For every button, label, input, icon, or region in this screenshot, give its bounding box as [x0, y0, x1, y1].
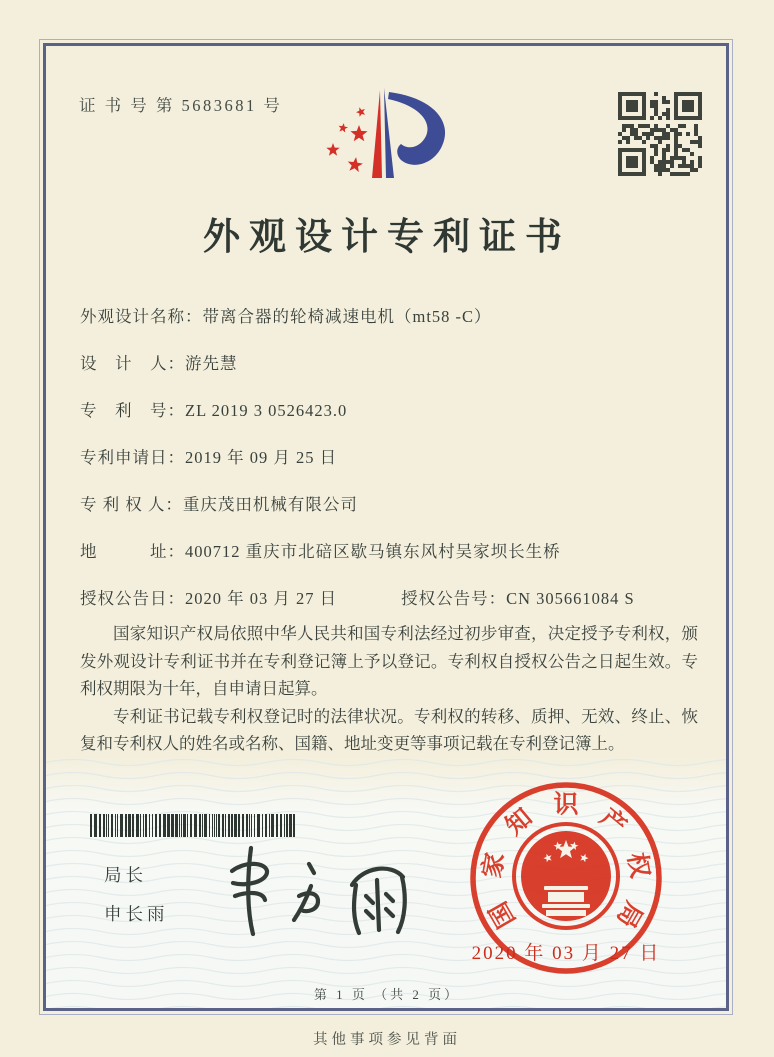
field-design-name	[80, 303, 698, 350]
field-designer	[80, 350, 698, 397]
svg-text:国: 国	[485, 896, 521, 932]
field-label: 专 利 号：	[80, 401, 185, 420]
svg-text:知: 知	[500, 803, 538, 841]
svg-text:识: 识	[553, 791, 579, 819]
director-block	[104, 862, 169, 940]
field-label: 授权公告号：	[401, 589, 507, 608]
logo-red-wedge	[372, 90, 382, 178]
legal-paragraph-1: 国家知识产权局依照中华人民共和国专利法经过初步审查，决定授予专利权，颁发外观设计专利证书并在专利登记簿上予以登记。专利权自授权公告之日起生效。专利权期限为十年，自申请日起算。	[80, 624, 698, 698]
field-value: 游先慧	[185, 354, 238, 373]
cnipa-logo-icon	[316, 66, 476, 211]
logo-blue-blade	[384, 88, 394, 178]
svg-text:家: 家	[478, 850, 510, 881]
national-emblem-icon	[514, 824, 618, 928]
field-patentee	[80, 491, 698, 538]
field-address	[80, 538, 698, 585]
director-title: 局长	[104, 865, 147, 885]
legal-text	[80, 620, 698, 758]
field-value: ZL 2019 3 0526423.0	[185, 401, 348, 420]
svg-text:权: 权	[622, 850, 654, 881]
back-side-note: 其他事项参见背面	[313, 1032, 461, 1048]
svg-text:局: 局	[611, 896, 647, 932]
field-patent-number	[80, 397, 698, 444]
field-grant-date	[80, 585, 396, 609]
field-label: 专利申请日：	[80, 448, 185, 467]
field-value: 2020 年 03 月 27 日	[185, 589, 338, 608]
director-name: 申长雨	[104, 904, 169, 924]
logo-p-bowl	[388, 92, 445, 165]
field-grant-number	[401, 589, 635, 608]
field-label: 外观设计名称：	[80, 307, 203, 326]
field-rows	[80, 303, 698, 632]
field-value: 400712 重庆市北碚区歇马镇东风村吴家坝长生桥	[185, 542, 561, 561]
seal-date: 2020 年 03 月 27 日	[471, 943, 661, 964]
legal-paragraph-2: 专利证书记载专利权登记时的法律状况。专利权的转移、质押、无效、终止、恢复和专利权人的姓名或名称、国籍、地址变更等事项记载在专利登记簿上。	[80, 706, 698, 753]
field-value: CN 305661084 S	[506, 589, 635, 608]
certificate-title: 外观设计专利证书	[203, 217, 571, 258]
field-label: 地 址：	[80, 542, 185, 561]
field-value: 2019 年 09 月 25 日	[185, 448, 338, 467]
field-filing-date	[80, 444, 698, 491]
field-value: 带离合器的轮椅减速电机（mt58 -C）	[202, 307, 492, 326]
qr-code	[618, 92, 706, 185]
field-label: 设 计 人：	[80, 354, 185, 373]
handwritten-signature	[205, 838, 425, 948]
field-label: 授权公告日：	[80, 589, 185, 608]
certificate-number: 证 书 号 第 5683681 号	[79, 96, 283, 115]
field-value: 重庆茂田机械有限公司	[182, 495, 358, 514]
svg-text:产: 产	[594, 803, 632, 841]
page-indicator: 第 1 页 （共 2 页）	[313, 987, 461, 1002]
field-label: 专 利 权 人：	[80, 495, 183, 514]
